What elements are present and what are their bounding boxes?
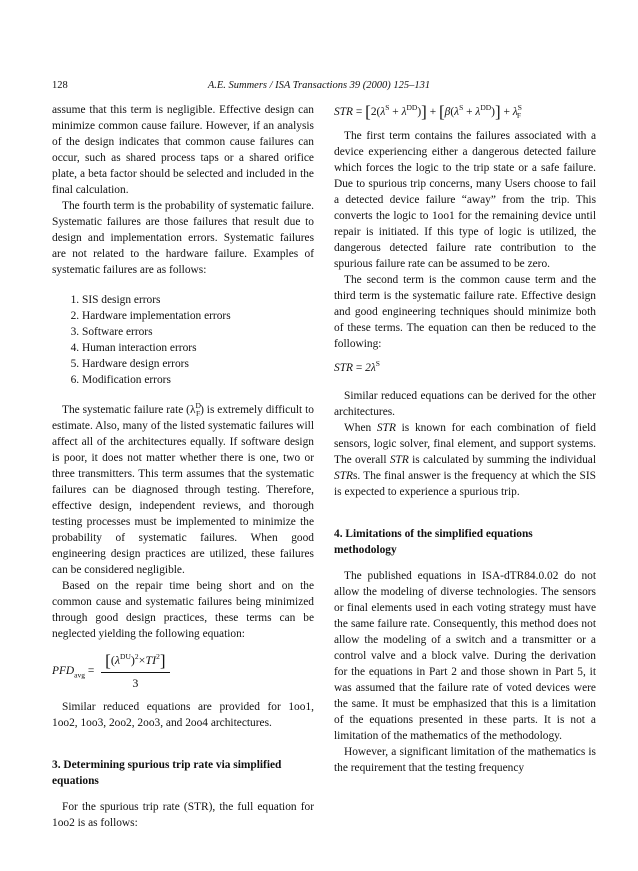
paragraph: When STR is known for each combination of field sensors, logic solver, final element, and support systems. The overall STR is calculated by summing the individual STRs. The final answer is the frequency at which the SIS is expected to experience a spurious trip. — [334, 422, 597, 498]
section-heading: 4. Limitations of the simplified equations methodology — [334, 528, 533, 556]
list-item: 6. Modification errors — [82, 372, 314, 388]
list-item: 5. Hardware design errors — [82, 356, 314, 372]
page-header — [52, 80, 586, 96]
right-column — [334, 102, 596, 776]
paragraph: Similar reduced equations can be derived for the other architectures. — [334, 390, 596, 418]
paragraph: The systematic failure rate $(\lambda^D_F)$ is extremely difficult to estimate. Also, many of the listed systematic failures will affect all of the architectures equally. If software design is poor, it does not matter whether there is one, two or three transmitters. This term assumes that the systematic failures can be diagnosed through testing. Therefore, effective design, independent reviews, and thorough testing processes must be implemented to minimize the probability of systematic failures. When good engineering design practices are utilized, these failures can be considered negligible. — [52, 401, 314, 576]
list-item: 4. Human interaction errors — [82, 340, 314, 356]
left-column — [52, 102, 314, 831]
list-item: 2. Hardware implementation errors — [82, 308, 314, 324]
systematic-failure-list — [52, 292, 314, 388]
equation-fraction: $\frac{[(\lambda^{DU})^2\times TI^2]}{3}$ — [101, 650, 169, 691]
str-equation: STR = $[2(\lambda^S + \lambda^{DD})] + [\beta(\lambda^S + \lambda^{DD})] + \lambda^S_F$ — [334, 102, 522, 121]
paragraph: Based on the repair time being short and on the common cause and systematic failures being minimized through good design practices, these terms can be neglected yielding the following equation: — [52, 580, 314, 640]
paragraph: Similar reduced equations are provided for 1oo1, 1oo2, 1oo3, 2oo2, 2oo3, and 2oo4 architectures. — [52, 701, 314, 729]
reduced-str-equation: STR = $2\lambda^S$ — [334, 359, 380, 374]
paragraph: The published equations in ISA-dTR84.0.02 do not allow the modeling of diverse technologies. The sensors or final elements used in each voting strategy must have the same failure rate. Consequently, this method does not allow the modeling of a switch and a transmitter or a control valve and a block valve. During the derivation for the equations in Part 2 and those shown in Part 5, it was assumed that the failure rate of voted devices were the same. It must be emphasized that this is a limitation of the equations presented in these parts. It is not a limitation of the mathematics of the methodology. — [334, 570, 596, 742]
paragraph: However, a significant limitation of the mathematics is the requirement that the testing frequency — [334, 746, 596, 774]
paragraph: The fourth term is the probability of systematic failure. Systematic failures are those failures that result due to design and implementation errors. Systematic failures are not related to the hardware failure. Examples of systematic failures are as follows: — [52, 200, 314, 276]
paragraph: The first term contains the failures associated with a device experiencing either a dangerous detected failure which forces the logic to the trip state or a safe failure. Due to spurious trip concerns, many Users choose to fail a detected device failure “away” from the trip. This converts the logic to 1oo1 for the remaining device until repair is initiated. If this type of logic is utilized, the dangerous detected failure rate contribution to the spurious failure rate can be assumed to be zero. — [334, 130, 596, 270]
paragraph: The second term is the common cause term and the third term is the systematic failure rate. Effective design and good engineering techniques should minimize both of these terms. The equation can then be reduced to the following: — [334, 274, 596, 350]
list-item: 1. SIS design errors — [82, 292, 314, 308]
paragraph: For the spurious trip rate (STR), the full equation for 1oo2 is as follows: — [52, 801, 314, 829]
pfd-equation: $PFD_{avg}$ = $\frac{[(\lambda^{DU})^2\times TI^2]}{3}$ — [52, 650, 314, 691]
paragraph: assume that this term is negligible. Effective design can minimize common cause failure. However, if an analysis of the design indicates that common cause failures can occur, such as shared process taps or a shared orifice plate, a beta factor should be selected and included in the final calculation. — [52, 104, 314, 196]
running-title: A.E. Summers / ISA Transactions 39 (2000) 125–131 — [207, 80, 431, 91]
page-number: 128 — [52, 80, 68, 91]
section-heading: 3. Determining spurious trip rate via simplified equations — [52, 759, 282, 787]
list-item: 3. Software errors — [82, 324, 314, 340]
